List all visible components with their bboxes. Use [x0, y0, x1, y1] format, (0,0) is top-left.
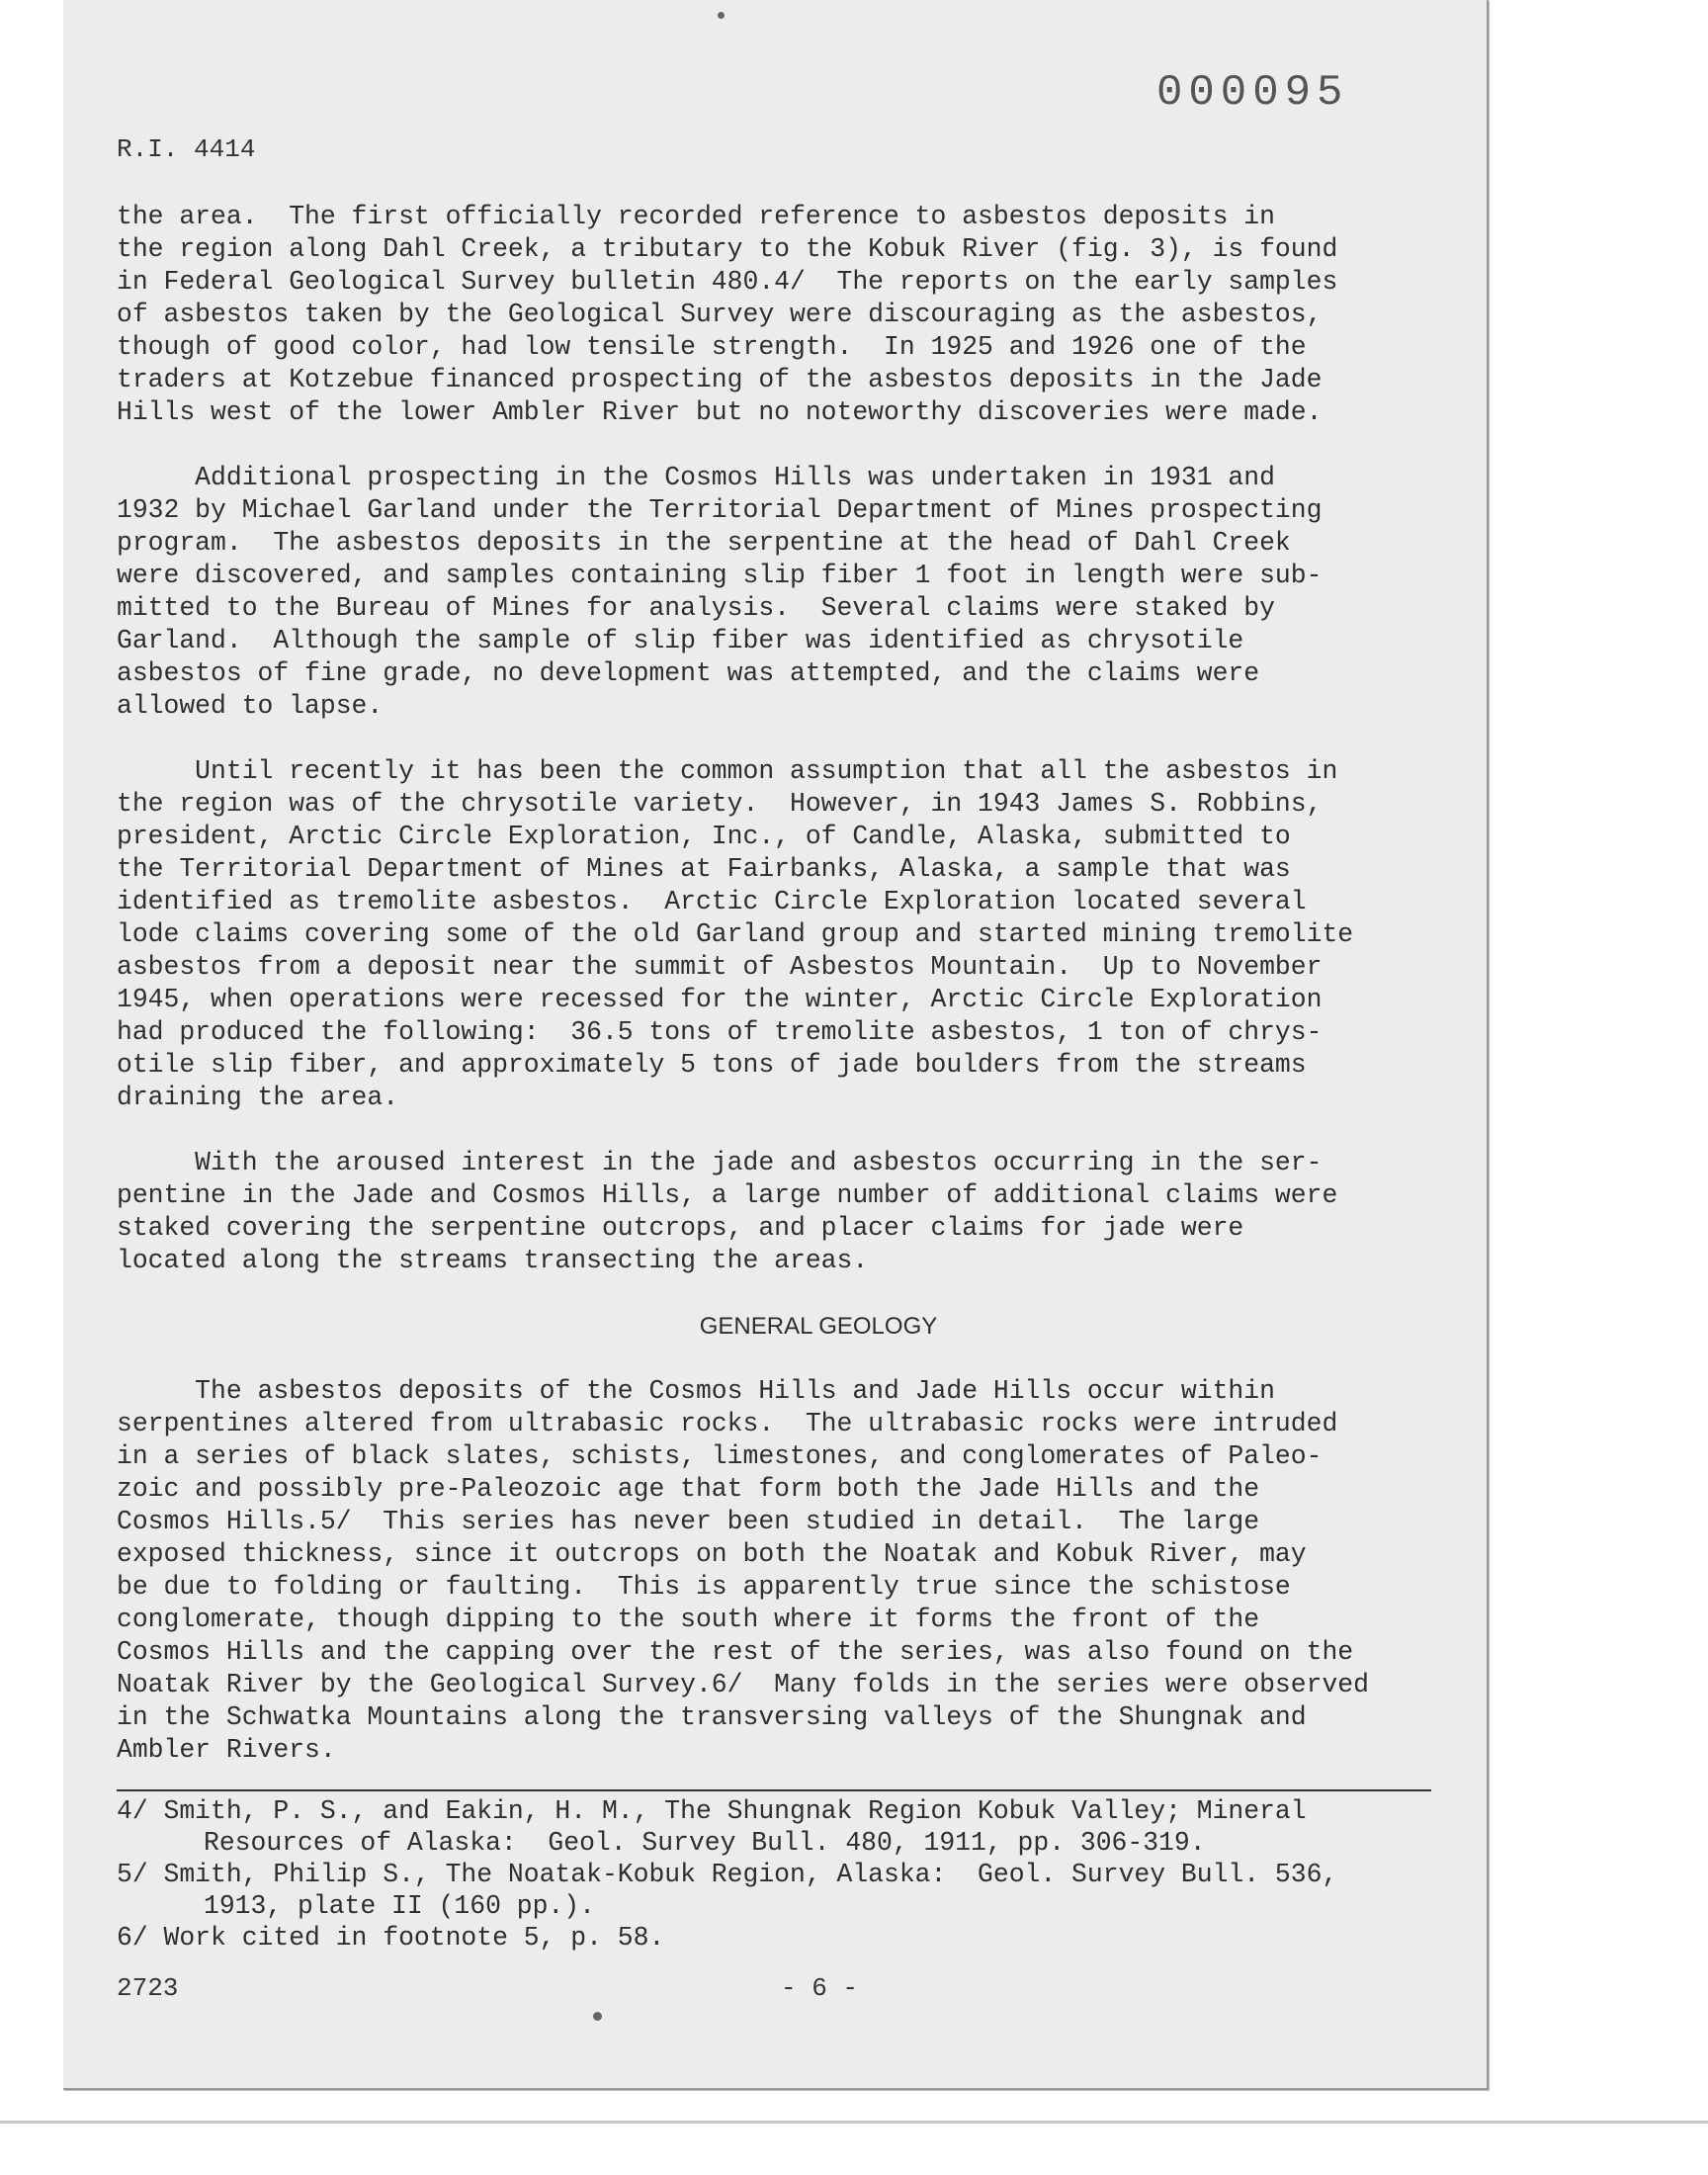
- text-line: Hills west of the lower Ambler River but no noteworthy discoveries were made.: [117, 397, 1323, 427]
- text-line: Noatak River by the Geological Survey.6/ Many folds in the series were observed: [117, 1670, 1369, 1699]
- paragraph-tremolite: [117, 755, 1520, 1114]
- paragraph-prospecting: [117, 462, 1520, 723]
- text-line: president, Arctic Circle Exploration, Inc., of Candle, Alaska, submitted to: [117, 822, 1291, 851]
- text-line: allowed to lapse.: [117, 691, 384, 721]
- text-line: staked covering the serpentine outcrops, and placer claims for jade were: [117, 1213, 1244, 1243]
- page-number: - 6 -: [781, 1973, 859, 2003]
- text-line: Additional prospecting in the Cosmos Hills was undertaken in 1931 and: [117, 463, 1275, 492]
- text-line: Cosmos Hills.5/ This series has never been studied in detail. The large: [117, 1507, 1260, 1536]
- footnote-4: 4/ Smith, P. S., and Eakin, H. M., The Shungnak Region Kobuk Valley; Mineral: [117, 1796, 1307, 1826]
- text-line: the area. The first officially recorded reference to asbestos deposits in: [117, 202, 1275, 231]
- paragraph-claims: [117, 1147, 1520, 1277]
- document-body: [117, 201, 1520, 1767]
- footnote-5-continued: 1913, plate II (160 pp.).: [204, 1891, 595, 1921]
- text-line: Ambler Rivers.: [117, 1735, 336, 1765]
- text-line: 1932 by Michael Garland under the Territorial Department of Mines prospecting: [117, 495, 1323, 525]
- text-line: lode claims covering some of the old Garland group and started mining tremolite: [117, 919, 1354, 949]
- text-line: Cosmos Hills and the capping over the rest of the series, was also found on the: [117, 1637, 1354, 1667]
- paragraph-history: [117, 201, 1520, 429]
- text-line: asbestos from a deposit near the summit of Asbestos Mountain. Up to November: [117, 952, 1323, 982]
- paragraph-geology: [117, 1375, 1520, 1767]
- text-line: were discovered, and samples containing slip fiber 1 foot in length were sub-: [117, 561, 1323, 590]
- report-id: R.I. 4414: [117, 134, 256, 164]
- document-code: 2723: [117, 1973, 179, 2003]
- scan-speck: [718, 12, 725, 19]
- text-line: the region was of the chrysotile variety. However, in 1943 James S. Robbins,: [117, 789, 1323, 819]
- text-line: mitted to the Bureau of Mines for analysis. Several claims were staked by: [117, 593, 1275, 623]
- text-line: of asbestos taken by the Geological Survey were discouraging as the asbestos,: [117, 300, 1323, 329]
- scan-bottom-edge: [0, 2121, 1708, 2124]
- text-line: program. The asbestos deposits in the serpentine at the head of Dahl Creek: [117, 528, 1291, 558]
- text-line: Until recently it has been the common assumption that all the asbestos in: [117, 756, 1338, 786]
- text-line: be due to folding or faulting. This is apparently true since the schistose: [117, 1572, 1291, 1602]
- text-line: the region along Dahl Creek, a tributary to the Kobuk River (fig. 3), is found: [117, 234, 1338, 264]
- footnote-4-continued: Resources of Alaska: Geol. Survey Bull. 480, 1911, pp. 306-319.: [204, 1828, 1206, 1858]
- text-line: zoic and possibly pre-Paleozoic age that form both the Jade Hills and the: [117, 1474, 1260, 1504]
- text-line: in a series of black slates, schists, limestones, and conglomerates of Paleo-: [117, 1441, 1323, 1471]
- text-line: exposed thickness, since it outcrops on both the Noatak and Kobuk River, may: [117, 1539, 1307, 1569]
- document-stamp-number: 000095: [1156, 68, 1349, 118]
- footnote-6: 6/ Work cited in footnote 5, p. 58.: [117, 1923, 665, 1953]
- text-line: traders at Kotzebue financed prospecting of the asbestos deposits in the Jade: [117, 365, 1323, 394]
- footnotes: [117, 1789, 1431, 1954]
- text-line: serpentines altered from ultrabasic rocks. The ultrabasic rocks were intruded: [117, 1409, 1338, 1438]
- scan-speck: [593, 2012, 602, 2021]
- text-line: otile slip fiber, and approximately 5 tons of jade boulders from the streams: [117, 1050, 1307, 1080]
- text-line: conglomerate, though dipping to the south where it forms the front of the: [117, 1605, 1260, 1634]
- text-line: asbestos of fine grade, no development was attempted, and the claims were: [117, 658, 1260, 688]
- text-line: in the Schwatka Mountains along the transversing valleys of the Shungnak and: [117, 1702, 1307, 1732]
- text-line: draining the area.: [117, 1083, 399, 1112]
- text-line: pentine in the Jade and Cosmos Hills, a large number of additional claims were: [117, 1180, 1338, 1210]
- footnote-5: 5/ Smith, Philip S., The Noatak-Kobuk Region, Alaska: Geol. Survey Bull. 536,: [117, 1860, 1338, 1889]
- text-line: though of good color, had low tensile strength. In 1925 and 1926 one of the: [117, 332, 1307, 362]
- text-line: in Federal Geological Survey bulletin 480.4/ The reports on the early samples: [117, 267, 1338, 297]
- text-line: the Territorial Department of Mines at Fairbanks, Alaska, a sample that was: [117, 854, 1291, 884]
- text-line: 1945, when operations were recessed for the winter, Arctic Circle Exploration: [117, 985, 1323, 1014]
- text-line: Garland. Although the sample of slip fiber was identified as chrysotile: [117, 626, 1244, 655]
- text-line: identified as tremolite asbestos. Arctic Circle Exploration located several: [117, 887, 1307, 916]
- text-line: With the aroused interest in the jade and asbestos occurring in the ser-: [117, 1148, 1323, 1177]
- text-line: The asbestos deposits of the Cosmos Hills and Jade Hills occur within: [117, 1376, 1275, 1406]
- section-heading: GENERAL GEOLOGY: [699, 1313, 938, 1340]
- text-line: located along the streams transecting the areas.: [117, 1246, 869, 1275]
- text-line: had produced the following: 36.5 tons of tremolite asbestos, 1 ton of chrys-: [117, 1017, 1323, 1047]
